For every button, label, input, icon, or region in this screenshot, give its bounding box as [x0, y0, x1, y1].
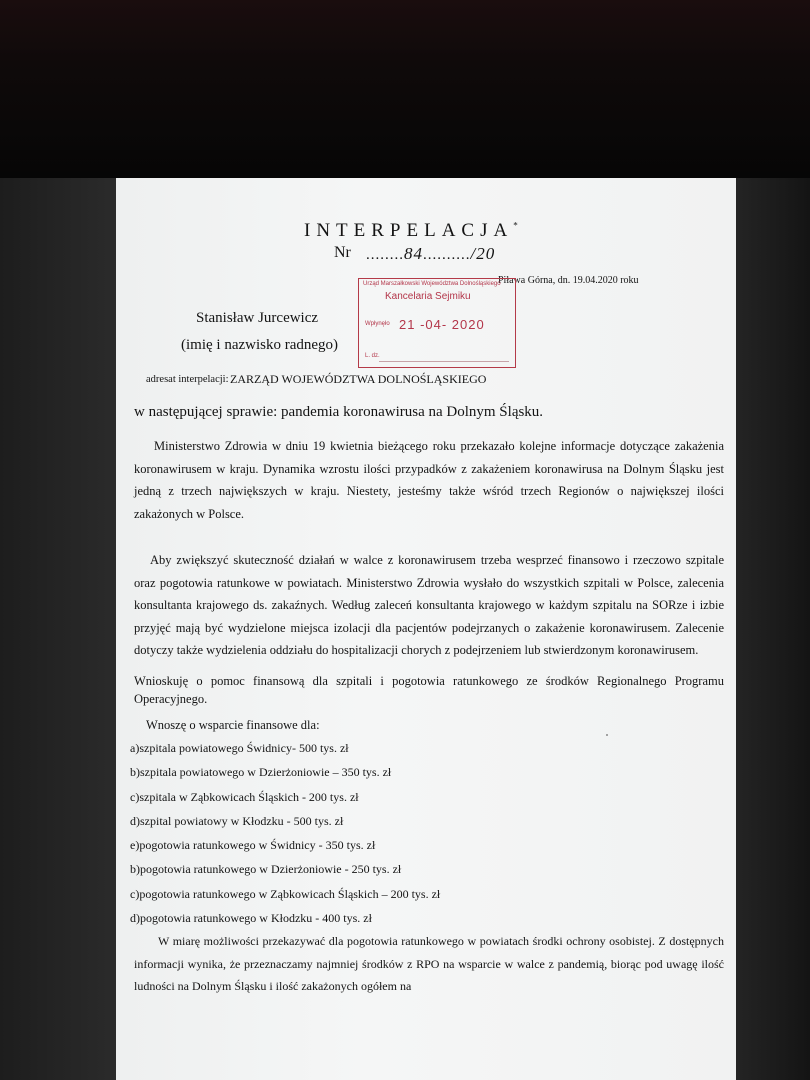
place-and-date: Piława Górna, dn. 19.04.2020 roku	[498, 275, 639, 286]
stamp-ld-label: L. dz.	[365, 353, 380, 359]
addressee: ZARZĄD WOJEWÓDZTWA DOLNOŚLĄSKIEGO	[230, 372, 487, 386]
stamp-received-label: Wpłynęło	[365, 321, 390, 327]
councillor-note: (imię i nazwisko radnego)	[181, 337, 339, 353]
document-title: INTERPELACJA*	[304, 220, 518, 241]
paper-speck	[606, 734, 608, 736]
stamp-received-date: 21 -04- 2020	[399, 317, 485, 332]
handwritten-number: 84	[404, 244, 423, 263]
paragraph-5: W miarę możliwości przekazywać dla pogotowia ratunkowego w powiatach środki ochrony osobistej. Z dostępnych informacji wynika, że przeznaczamy najmniej środków z RPO na wsparcie w walce z pandemią, biorąc pod uwagę ilość ludności na Dolnym Śląsku i ilość zakażonych ogółem na	[134, 934, 724, 994]
paragraph-2: Aby zwiększyć skuteczność działań w walce z koronawirusem trzeba wesprzeć finansowo i rzeczowo szpitale oraz pogotowia ratunkowe w powiatach. Ministerstwo Zdrowia wysłało do wszystkich szpitali w Polsce, zalecenia konsultanta krajowego ds. zakaźnych. Według zaleceń konsultanta krajowego w każdym szpitalu na SORze i izbie przyjęć mają być wydzielone miejsca izolacji dla pacjentów podejrzanych o zakażenie koronawirusem. Zalecenie dotyczy także wydzielenia oddziału do hospitalizacji chorych z podejrzeniem lub stwierdzonym koronawirusem.	[134, 553, 724, 658]
stamp-line	[379, 361, 509, 362]
councillor-name: Stanisław Jurcewicz	[196, 310, 319, 326]
list-item: b)szpitala powiatowego w Dzierżoniowie – 350 tys. zł	[130, 765, 392, 780]
addressee-label: adresat interpelacji:	[146, 374, 229, 385]
number-label: Nr	[334, 244, 351, 261]
list-item: b)pogotowia ratunkowego w Dzierżoniowie - 250 tys. zł	[130, 862, 402, 877]
background-desk-left	[0, 178, 118, 1080]
background-dark-top	[0, 0, 810, 180]
number-year: /20	[470, 244, 496, 263]
funding-list	[130, 736, 440, 930]
background-desk-right	[736, 178, 810, 1080]
stamp-chancery: Kancelaria Sejmiku	[385, 291, 471, 302]
paragraph-4: Wnoszę o wsparcie finansowe dla:	[146, 718, 320, 732]
list-item: c)pogotowia ratunkowego w Ząbkowicach Śląskich – 200 tys. zł	[130, 886, 441, 901]
paragraph-1: Ministerstwo Zdrowia w dniu 19 kwietnia bieżącego roku przekazało kolejne informacje dotyczące zakażenia koronawirusem w kraju. Dynamika wzrostu ilości przypadków z zakażeniem koronawirusa na Dolnym Śląsku jest jedną z trzech największych w kraju. Niestety, jesteśmy także wśród trzech Regionów o największej ilości zakażonych w Polsce.	[134, 439, 724, 521]
list-item: d)szpital powiatowy w Kłodzku - 500 tys. zł	[130, 813, 344, 828]
stamp-office: Urząd Marszałkowski Województwa Dolnośląskiego	[363, 281, 501, 287]
paragraph-3: Wnioskuję o pomoc finansową dla szpitali i pogotowia ratunkowego ze środków Regionalnego Programu Operacyjnego.	[134, 674, 724, 706]
subject-line: w następującej sprawie: pandemia koronawirusa na Dolnym Śląsku.	[134, 404, 544, 420]
list-item: a)szpitala powiatowego Świdnicy- 500 tys. zł	[130, 741, 349, 755]
list-item: e)pogotowia ratunkowego w Świdnicy - 350 tys. zł	[130, 838, 376, 853]
number-field: ........84........../20	[366, 244, 496, 263]
document-page	[116, 178, 736, 1080]
list-item: c)szpitala w Ząbkowicach Śląskich - 200 tys. zł	[130, 789, 359, 804]
list-item: d)pogotowia ratunkowego w Kłodzku - 400 tys. zł	[130, 911, 372, 926]
received-stamp	[358, 278, 516, 368]
